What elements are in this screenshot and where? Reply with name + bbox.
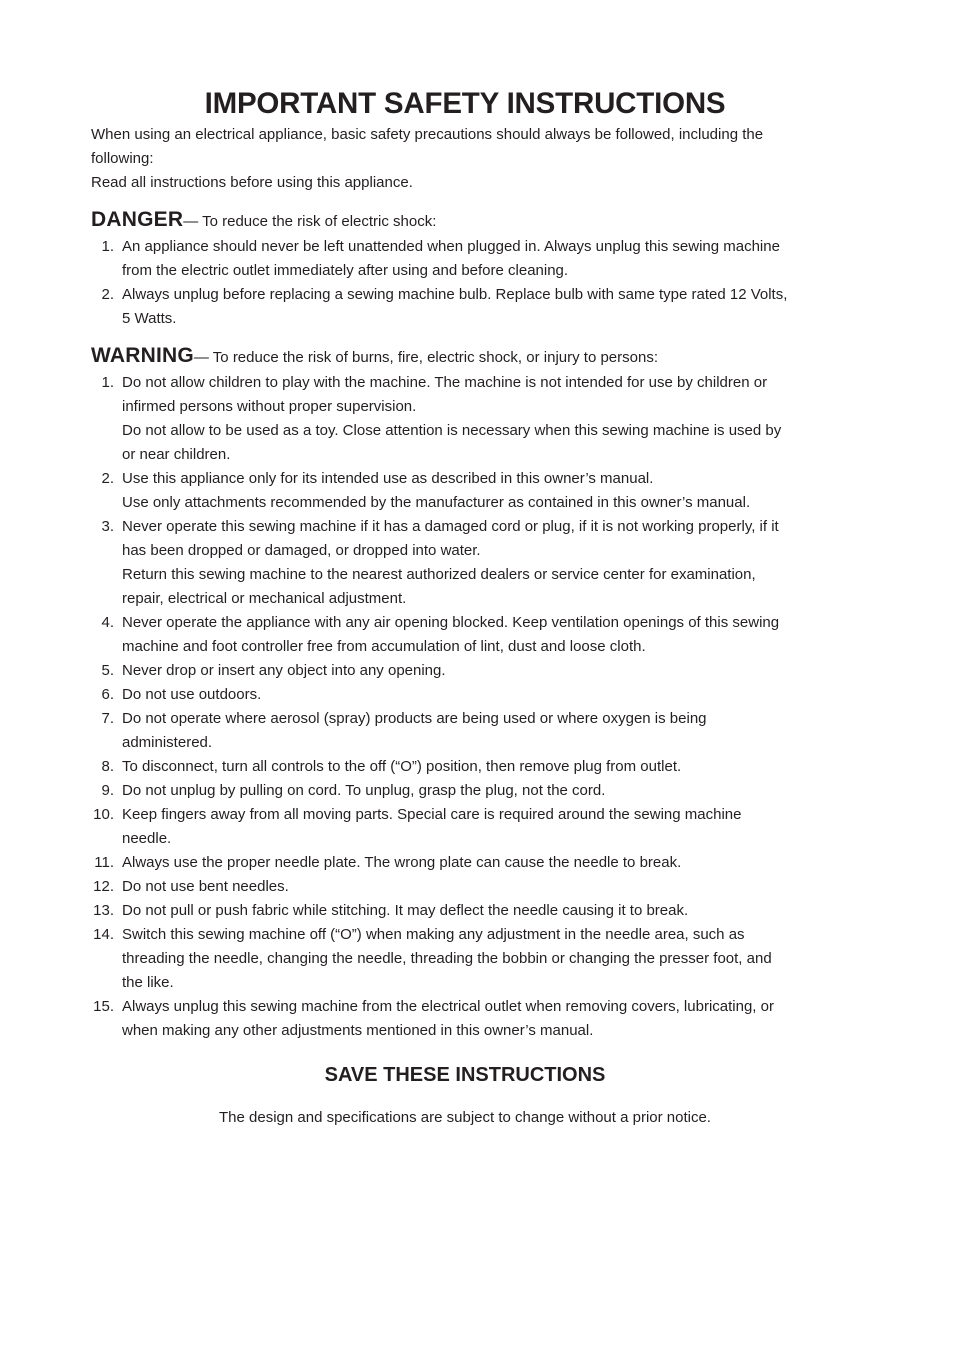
danger-description: — To reduce the risk of electric shock: [183, 213, 437, 230]
item-number: 6. [101, 686, 114, 703]
item-text-line: has been dropped or damaged, or dropped into water. [122, 542, 481, 559]
item-number: 10. [93, 806, 114, 823]
warning-item [91, 683, 831, 707]
item-text-line: Do not operate where aerosol (spray) products are being used or where oxygen is being [122, 710, 707, 727]
item-text-line: Never operate the appliance with any air opening blocked. Keep ventilation openings of this sewing [122, 614, 780, 631]
item-text-line: Keep fingers away from all moving parts. Special care is required around the sewing machine [122, 806, 742, 823]
item-text-line: when making any other adjustments mentioned in this owner’s manual. [122, 1022, 594, 1039]
warning-heading [91, 343, 831, 371]
warning-item [91, 707, 831, 755]
item-number: 3. [101, 518, 114, 535]
item-text-line: Return this sewing machine to the nearest authorized dealers or service center for examination, [122, 566, 756, 583]
warning-item [91, 611, 831, 659]
item-text-line: from the electric outlet immediately after using and before cleaning. [122, 262, 569, 279]
item-number: 8. [101, 758, 114, 775]
item-text-line: Never drop or insert any object into any opening. [122, 662, 446, 679]
item-number: 12. [93, 878, 114, 895]
item-text-line: Always unplug before replacing a sewing machine bulb. Replace bulb with same type rated 12 Volts, [122, 286, 788, 303]
warning-item [91, 779, 831, 803]
item-number: 15. [93, 998, 114, 1015]
item-number: 11. [94, 854, 114, 871]
item-text-line: administered. [122, 734, 213, 751]
warning-description: — To reduce the risk of burns, fire, electric shock, or injury to persons: [193, 349, 658, 366]
intro-line: Read all instructions before using this appliance. [91, 174, 413, 191]
item-text-line: machine and foot controller free from accumulation of lint, dust and loose cloth. [122, 638, 646, 655]
item-text-line: Do not unplug by pulling on cord. To unplug, grasp the plug, not the cord. [122, 782, 606, 799]
save-instructions-heading: SAVE THESE INSTRUCTIONS [324, 1064, 606, 1086]
item-text-line: Do not allow to be used as a toy. Close attention is necessary when this sewing machine is used by [122, 422, 782, 439]
intro-paragraph [91, 123, 831, 195]
warning-item [91, 899, 831, 923]
danger-label: DANGER [91, 208, 184, 231]
item-number: 5. [101, 662, 114, 679]
item-number: 4. [101, 614, 114, 631]
item-text-line: Do not allow children to play with the machine. The machine is not intended for use by children or [122, 374, 768, 391]
item-text-line: 5 Watts. [122, 310, 177, 327]
item-number: 13. [93, 902, 114, 919]
item-text-line: the like. [122, 974, 174, 991]
warning-item [91, 467, 831, 515]
item-text-line: Do not use bent needles. [122, 878, 289, 895]
warning-item [91, 995, 831, 1043]
item-text-line: infirmed persons without proper supervision. [122, 398, 417, 415]
page-title: IMPORTANT SAFETY INSTRUCTIONS [204, 87, 726, 120]
item-number: 14. [93, 926, 114, 943]
warning-item [91, 875, 831, 899]
item-text-line: Use only attachments recommended by the manufacturer as contained in this owner’s manual. [122, 494, 751, 511]
intro-line: When using an electrical appliance, basic safety precautions should always be followed, including the [91, 126, 764, 143]
warning-item [91, 851, 831, 875]
item-text-line: repair, electrical or mechanical adjustment. [122, 590, 407, 607]
danger-item [91, 235, 831, 283]
warning-item [91, 923, 831, 995]
item-text-line: Do not use outdoors. [122, 686, 262, 703]
item-number: 1. [101, 374, 114, 391]
item-text-line: needle. [122, 830, 172, 847]
item-number: 2. [101, 470, 114, 487]
item-number: 2. [101, 286, 114, 303]
warning-item [91, 659, 831, 683]
item-number: 9. [101, 782, 114, 799]
specifications-notice: The design and specifications are subject to change without a prior notice. [219, 1109, 711, 1126]
item-number: 1. [101, 238, 114, 255]
warning-label: WARNING [91, 344, 194, 367]
warning-item [91, 803, 831, 851]
warning-item [91, 371, 831, 467]
item-text-line: Do not pull or push fabric while stitching. It may deflect the needle causing it to break. [122, 902, 689, 919]
item-text-line: An appliance should never be left unattended when plugged in. Always unplug this sewing machine [122, 238, 780, 255]
item-text-line: or near children. [122, 446, 231, 463]
item-text-line: threading the needle, changing the needle, threading the bobbin or changing the presser foot, and [122, 950, 772, 967]
item-text-line: Always use the proper needle plate. The wrong plate can cause the needle to break. [122, 854, 682, 871]
warning-list [91, 371, 831, 1043]
intro-line: following: [91, 150, 154, 167]
danger-list [91, 235, 831, 331]
item-text-line: Always unplug this sewing machine from the electrical outlet when removing covers, lubricating, or [122, 998, 774, 1015]
danger-heading [91, 207, 831, 235]
document-page [91, 86, 831, 1129]
item-number: 7. [101, 710, 114, 727]
warning-item [91, 515, 831, 611]
item-text-line: Switch this sewing machine off (“O”) when making any adjustment in the needle area, such as [122, 926, 745, 943]
item-text-line: Use this appliance only for its intended use as described in this owner’s manual. [122, 470, 654, 487]
danger-item [91, 283, 831, 331]
item-text-line: Never operate this sewing machine if it has a damaged cord or plug, if it is not working properly, if it [122, 518, 779, 535]
warning-item [91, 755, 831, 779]
item-text-line: To disconnect, turn all controls to the off (“O”) position, then remove plug from outlet. [122, 758, 682, 775]
